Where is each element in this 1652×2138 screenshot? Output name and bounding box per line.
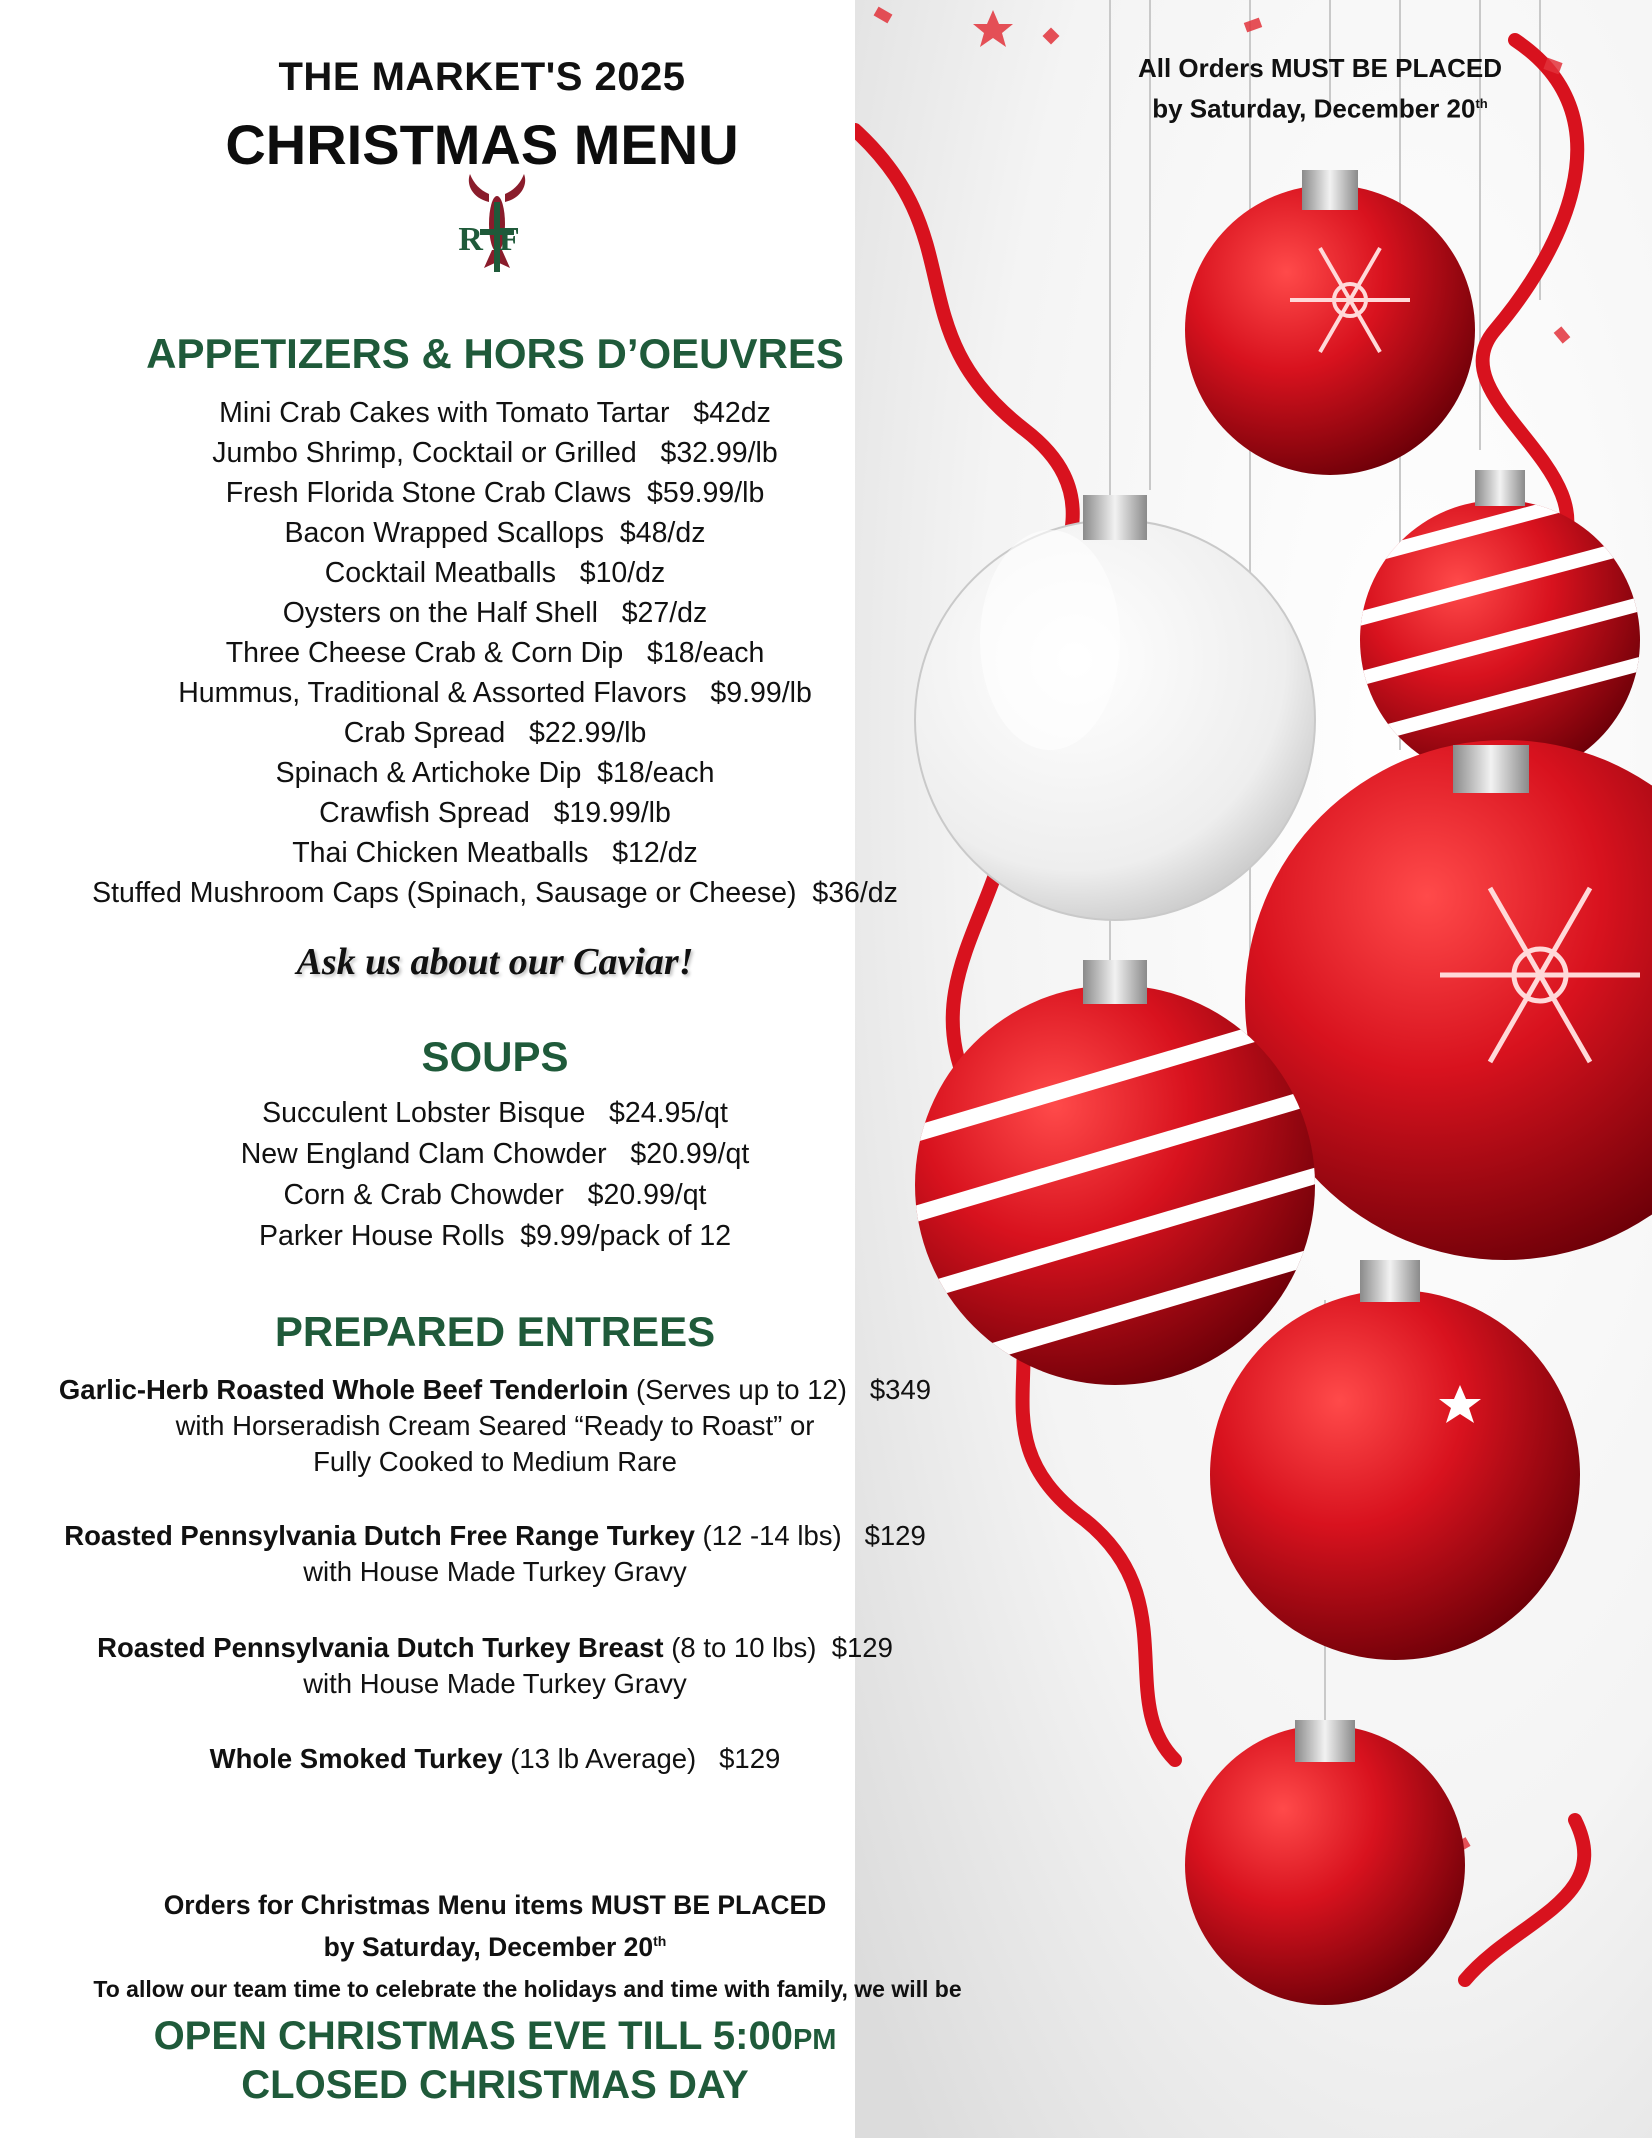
appetizer-item: Hummus, Traditional & Assorted Flavors $9.99/lb (178, 677, 812, 709)
entree-detail: (8 to 10 lbs) $129 (663, 1632, 893, 1663)
appetizers-list (0, 393, 990, 913)
order-note-line2: by Saturday, December 20th (1152, 93, 1488, 124)
order-note-line1: All Orders MUST BE PLACED (1137, 53, 1503, 83)
entree-detail: (12 -14 lbs) $129 (694, 1520, 926, 1551)
entree-smoked-turkey (0, 1741, 990, 1777)
soup-item: Succulent Lobster Bisque $24.95/qt (262, 1097, 728, 1129)
appetizer-item: Spinach & Artichoke Dip $18/each (275, 757, 715, 789)
entree-name: Roasted Pennsylvania Dutch Turkey Breast (97, 1632, 664, 1663)
entree-turkey-breast (0, 1630, 990, 1702)
appetizer-item: Three Cheese Crab & Corn Dip $18/each (225, 637, 765, 669)
soup-item: Corn & Crab Chowder $20.99/qt (283, 1179, 707, 1211)
logo-letters: RF (458, 221, 536, 258)
restaurant-logo (452, 172, 542, 282)
appetizer-item: Oysters on the Half Shell $27/dz (282, 597, 708, 629)
appetizer-item: Fresh Florida Stone Crab Claws $59.99/lb (225, 477, 765, 509)
menu-title-line2: CHRISTMAS MENU (225, 113, 739, 176)
entree-note: Fully Cooked to Medium Rare (313, 1446, 677, 1477)
appetizer-item: Crab Spread $22.99/lb (343, 717, 647, 749)
entree-free-range-turkey (0, 1518, 990, 1590)
menu-title-line1: THE MARKET'S 2025 (278, 55, 686, 99)
soup-item: Parker House Rolls $9.99/pack of 12 (258, 1220, 732, 1252)
footer-order-line1: Orders for Christmas Menu items MUST BE PLACED (163, 1890, 827, 1920)
entree-detail: (Serves up to 12) $349 (628, 1374, 932, 1405)
family-time-note: To allow our team time to celebrate the holidays and time with family, we will be (93, 1976, 962, 2002)
appetizer-item: Crawfish Spread $19.99/lb (319, 797, 671, 829)
footer-order-deadline (0, 1887, 990, 1965)
soups-list (0, 1093, 990, 1257)
closed-christmas-day: CLOSED CHRISTMAS DAY (241, 2063, 749, 2107)
entree-name: Whole Smoked Turkey (209, 1743, 503, 1774)
entrees-heading: PREPARED ENTREES (274, 1308, 716, 1355)
appetizer-item: Cocktail Meatballs $10/dz (324, 557, 666, 589)
entree-name: Roasted Pennsylvania Dutch Free Range Turkey (64, 1520, 695, 1551)
soups-heading: SOUPS (421, 1033, 569, 1080)
entree-note: with Horseradish Cream Seared “Ready to Roast” or (175, 1410, 815, 1441)
appetizer-item: Mini Crab Cakes with Tomato Tartar $42dz (219, 397, 771, 429)
caviar-note: Ask us about our Caviar! (296, 941, 694, 983)
entree-beef-tenderloin (0, 1372, 990, 1480)
entree-note: with House Made Turkey Gravy (303, 1556, 687, 1587)
appetizers-heading: APPETIZERS & HORS D’OEUVRES (146, 330, 844, 377)
entree-note: with House Made Turkey Gravy (303, 1668, 687, 1699)
appetizer-item: Thai Chicken Meatballs $12/dz (292, 837, 698, 869)
open-christmas-eve: OPEN CHRISTMAS EVE TILL 5:00PM (153, 2014, 837, 2058)
soup-item: New England Clam Chowder $20.99/qt (240, 1138, 750, 1170)
appetizer-item: Stuffed Mushroom Caps (Spinach, Sausage or Cheese) $36/dz (92, 877, 898, 909)
appetizer-item: Bacon Wrapped Scallops $48/dz (284, 517, 706, 549)
appetizer-item: Jumbo Shrimp, Cocktail or Grilled $32.99/lb (212, 437, 778, 469)
footer-order-line2: by Saturday, December 20th (323, 1931, 667, 1962)
entree-name: Garlic-Herb Roasted Whole Beef Tenderloin (58, 1374, 629, 1405)
entree-detail: (13 lb Average) $129 (502, 1743, 781, 1774)
order-deadline-note (1080, 50, 1560, 127)
